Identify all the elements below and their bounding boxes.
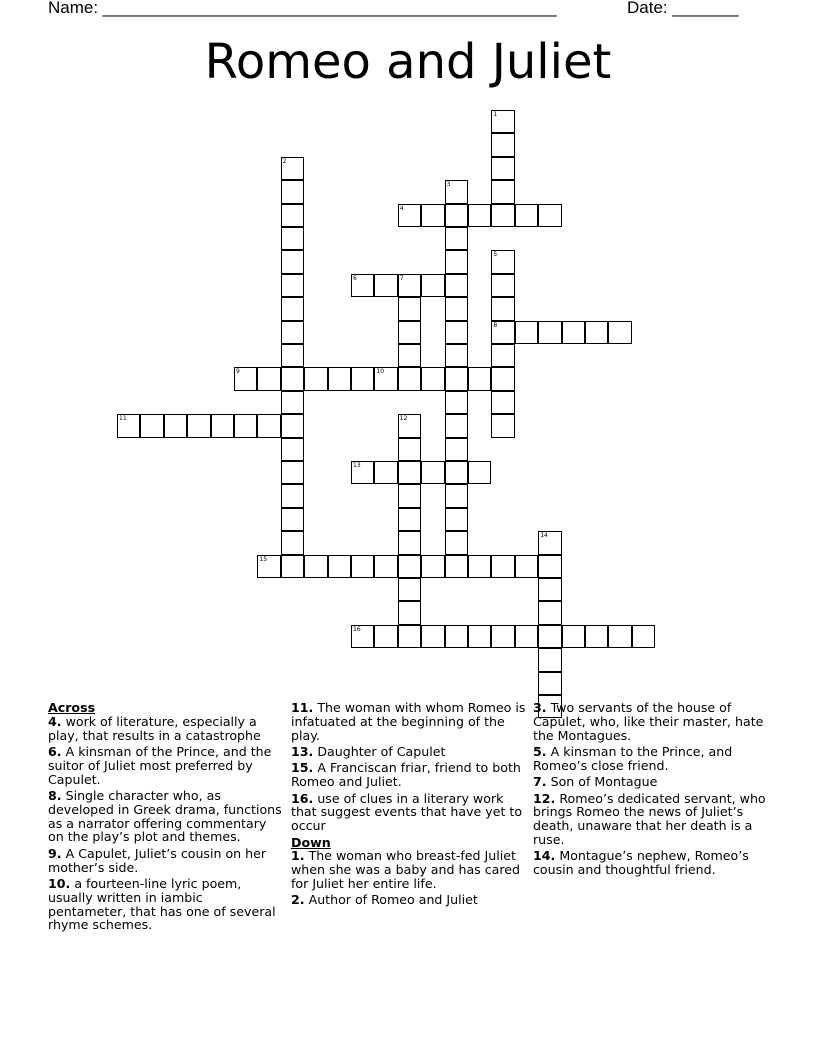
clue-number: 15 xyxy=(259,555,268,563)
grid-cell[interactable] xyxy=(398,367,421,390)
grid-cell[interactable] xyxy=(398,625,421,648)
clue-number: 6 xyxy=(353,274,357,282)
grid-cell[interactable] xyxy=(468,555,491,578)
grid-cell[interactable] xyxy=(445,461,468,484)
grid-cell[interactable] xyxy=(234,367,257,390)
clue-down-3: 3. Two servants of the house of Capulet, who, like their master, hate the Montagues. xyxy=(533,700,764,743)
grid-cell[interactable] xyxy=(328,555,351,578)
grid-cell[interactable] xyxy=(445,391,468,414)
grid-cell[interactable] xyxy=(445,414,468,437)
grid-cell[interactable] xyxy=(491,414,514,437)
grid-cell[interactable] xyxy=(351,461,374,484)
grid-cell[interactable] xyxy=(281,414,304,437)
grid-cell[interactable] xyxy=(351,367,374,390)
grid-cell[interactable] xyxy=(398,438,421,461)
clue-down-7: 7. Son of Montague xyxy=(533,774,658,790)
grid-cell[interactable] xyxy=(398,461,421,484)
grid-cell[interactable] xyxy=(281,227,304,250)
grid-cell[interactable] xyxy=(281,508,304,531)
grid-cell[interactable] xyxy=(445,274,468,297)
grid-cell[interactable] xyxy=(468,625,491,648)
grid-cell[interactable] xyxy=(491,180,514,203)
clue-across-8: 8. Single character who, as developed in Greek drama, functions as a narrator offering commentary on the play’s plot and themes. xyxy=(48,787,282,845)
grid-cell[interactable] xyxy=(608,321,631,344)
grid-cell[interactable] xyxy=(257,367,280,390)
grid-cell[interactable] xyxy=(398,555,421,578)
grid-cell[interactable] xyxy=(351,625,374,648)
clue-number: 13 xyxy=(353,462,361,469)
name-field-label: Name: ________________________________________________ xyxy=(48,0,557,17)
clue-number: 3 xyxy=(446,181,451,189)
grid-cell[interactable] xyxy=(281,157,304,180)
grid-cell[interactable] xyxy=(538,601,561,624)
grid-cell[interactable] xyxy=(445,367,468,390)
grid-cell[interactable] xyxy=(398,204,421,227)
clue-number: 1 xyxy=(493,111,498,118)
grid-cell[interactable] xyxy=(585,321,608,344)
grid-cell[interactable] xyxy=(281,531,304,554)
clue-number: 14 xyxy=(540,532,548,540)
grid-cell[interactable] xyxy=(398,414,421,437)
grid-cell[interactable] xyxy=(468,461,491,484)
clue-across-4: 4. work of literature, especially a play, that results in a catastrophe xyxy=(48,713,261,743)
grid-cell[interactable] xyxy=(491,204,514,227)
clue-down-2: 2. Author of Romeo and Juliet xyxy=(291,892,478,908)
grid-cell[interactable] xyxy=(538,625,561,648)
grid-cell[interactable] xyxy=(304,555,327,578)
down-heading: Down xyxy=(291,834,331,850)
grid-cell[interactable] xyxy=(491,110,514,133)
grid-cell[interactable] xyxy=(281,555,304,578)
clue-number: 12 xyxy=(399,415,408,423)
grid-cell[interactable] xyxy=(445,250,468,273)
grid-cell[interactable] xyxy=(421,625,444,648)
grid-cell[interactable] xyxy=(491,555,514,578)
clue-across-13: 13. Daughter of Capulet xyxy=(291,743,446,759)
grid-cell[interactable] xyxy=(281,438,304,461)
grid-cell[interactable] xyxy=(398,531,421,554)
grid-cell[interactable] xyxy=(491,321,514,344)
grid-cell[interactable] xyxy=(421,367,444,390)
grid-cell[interactable] xyxy=(491,625,514,648)
grid-cell[interactable] xyxy=(164,414,187,437)
grid-cell[interactable] xyxy=(538,672,561,695)
grid-cell[interactable] xyxy=(491,133,514,156)
clue-number: 16 xyxy=(353,625,361,633)
grid-cell[interactable] xyxy=(445,344,468,367)
clue-across-11: 11. The woman with whom Romeo is infatuated at the beginning of the play. xyxy=(291,700,526,743)
clues-column-1 xyxy=(48,701,282,935)
grid-cell[interactable] xyxy=(491,250,514,273)
grid-cell[interactable] xyxy=(468,204,491,227)
grid-cell[interactable] xyxy=(445,297,468,320)
grid-cell[interactable] xyxy=(538,578,561,601)
grid-cell[interactable] xyxy=(234,414,257,437)
grid-cell[interactable] xyxy=(562,625,585,648)
grid-cell[interactable] xyxy=(257,414,280,437)
clue-number: 10 xyxy=(376,368,385,376)
grid-cell[interactable] xyxy=(281,297,304,320)
clue-number: 2 xyxy=(282,157,287,165)
grid-cell[interactable] xyxy=(538,204,561,227)
clue-number: 8 xyxy=(493,321,498,329)
grid-cell[interactable] xyxy=(421,555,444,578)
clue-down-12: 12. Romeo’s dedicated servant, who brings Romeo the news of Juliet’s death, unaware that her death is a ruse. xyxy=(533,790,766,847)
clue-across-16: 16. use of clues in a literary work that suggest events that have yet to occur xyxy=(291,790,523,834)
clue-across-10: 10. a fourteen-line lyric poem, usually written in iambic pentameter, that has one of several rhyme schemes. xyxy=(48,875,276,933)
grid-cell[interactable] xyxy=(374,625,397,648)
grid-cell[interactable] xyxy=(445,321,468,344)
grid-cell[interactable] xyxy=(281,367,304,390)
grid-cell[interactable] xyxy=(538,555,561,578)
grid-cell[interactable] xyxy=(515,625,538,648)
grid-cell[interactable] xyxy=(491,391,514,414)
grid-cell[interactable] xyxy=(257,555,280,578)
grid-cell[interactable] xyxy=(421,204,444,227)
grid-cell[interactable] xyxy=(445,438,468,461)
grid-cell[interactable] xyxy=(445,227,468,250)
grid-cell[interactable] xyxy=(374,274,397,297)
puzzle-title: Romeo and Juliet xyxy=(204,34,612,90)
grid-cell[interactable] xyxy=(328,367,351,390)
grid-cell[interactable] xyxy=(632,625,655,648)
grid-cell[interactable] xyxy=(187,414,210,437)
grid-cell[interactable] xyxy=(398,508,421,531)
grid-cell[interactable] xyxy=(468,367,491,390)
clue-down-14: 14. Montague’s nephew, Romeo’s cousin and thoughtful friend. xyxy=(533,848,749,878)
grid-cell[interactable] xyxy=(515,555,538,578)
grid-cell[interactable] xyxy=(491,297,514,320)
grid-cell[interactable] xyxy=(281,461,304,484)
grid-cell[interactable] xyxy=(398,321,421,344)
grid-cell[interactable] xyxy=(281,391,304,414)
grid-cell[interactable] xyxy=(140,414,163,437)
clue-number: 5 xyxy=(493,251,498,259)
grid-cell[interactable] xyxy=(398,274,421,297)
grid-cell[interactable] xyxy=(445,508,468,531)
clues-column-3 xyxy=(533,701,769,880)
grid-cell[interactable] xyxy=(398,297,421,320)
grid-cell[interactable] xyxy=(398,484,421,507)
grid-cell[interactable] xyxy=(491,157,514,180)
grid-cell[interactable] xyxy=(445,531,468,554)
grid-cell[interactable] xyxy=(515,204,538,227)
grid-cell[interactable] xyxy=(281,274,304,297)
clue-across-9: 9. A Capulet, Juliet’s cousin on her mother’s side. xyxy=(48,845,267,875)
clues-column-2 xyxy=(291,701,527,910)
grid-cell[interactable] xyxy=(211,414,234,437)
grid-cell[interactable] xyxy=(491,344,514,367)
grid-cell[interactable] xyxy=(491,367,514,390)
grid-cell[interactable] xyxy=(398,578,421,601)
grid-cell[interactable] xyxy=(304,367,327,390)
grid-cell[interactable] xyxy=(445,625,468,648)
grid-cell[interactable] xyxy=(562,321,585,344)
clue-number: 9 xyxy=(236,368,240,376)
grid-cell[interactable] xyxy=(445,555,468,578)
grid-cell[interactable] xyxy=(538,531,561,554)
grid-cell[interactable] xyxy=(398,601,421,624)
grid-cell[interactable] xyxy=(374,555,397,578)
across-heading: Across xyxy=(48,700,96,715)
grid-cell[interactable] xyxy=(281,484,304,507)
grid-cell[interactable] xyxy=(281,250,304,273)
clue-down-1: 1. The woman who breast-fed Juliet when she was a baby and has cared for Juliet her entire life. xyxy=(291,848,521,891)
grid-cell[interactable] xyxy=(374,367,397,390)
grid-cell[interactable] xyxy=(281,204,304,227)
clue-number: 7 xyxy=(399,274,404,282)
grid-cell[interactable] xyxy=(374,461,397,484)
grid-cell[interactable] xyxy=(281,344,304,367)
grid-cell[interactable] xyxy=(351,274,374,297)
clue-across-15: 15. A Franciscan friar, friend to both Romeo and Juliet. xyxy=(291,760,521,790)
grid-cell[interactable] xyxy=(351,555,374,578)
grid-cell[interactable] xyxy=(117,414,140,437)
grid-cell[interactable] xyxy=(608,625,631,648)
grid-cell[interactable] xyxy=(538,321,561,344)
grid-cell[interactable] xyxy=(398,344,421,367)
grid-cell[interactable] xyxy=(585,625,608,648)
clue-number: 4 xyxy=(399,204,404,212)
grid-cell[interactable] xyxy=(538,648,561,671)
grid-cell[interactable] xyxy=(445,180,468,203)
clue-across-6: 6. A kinsman of the Prince, and the suitor of Juliet most preferred by Capulet. xyxy=(48,743,272,787)
grid-cell[interactable] xyxy=(421,274,444,297)
grid-cell[interactable] xyxy=(281,180,304,203)
grid-cell[interactable] xyxy=(445,484,468,507)
grid-cell[interactable] xyxy=(445,204,468,227)
clue-down-5: 5. A kinsman to the Prince, and Romeo’s close friend. xyxy=(533,743,733,773)
grid-cell[interactable] xyxy=(281,321,304,344)
clue-number: 11 xyxy=(119,415,127,423)
grid-cell[interactable] xyxy=(421,461,444,484)
grid-cell[interactable] xyxy=(491,274,514,297)
date-field-label: Date: _______ xyxy=(627,0,739,17)
grid-cell[interactable] xyxy=(515,321,538,344)
